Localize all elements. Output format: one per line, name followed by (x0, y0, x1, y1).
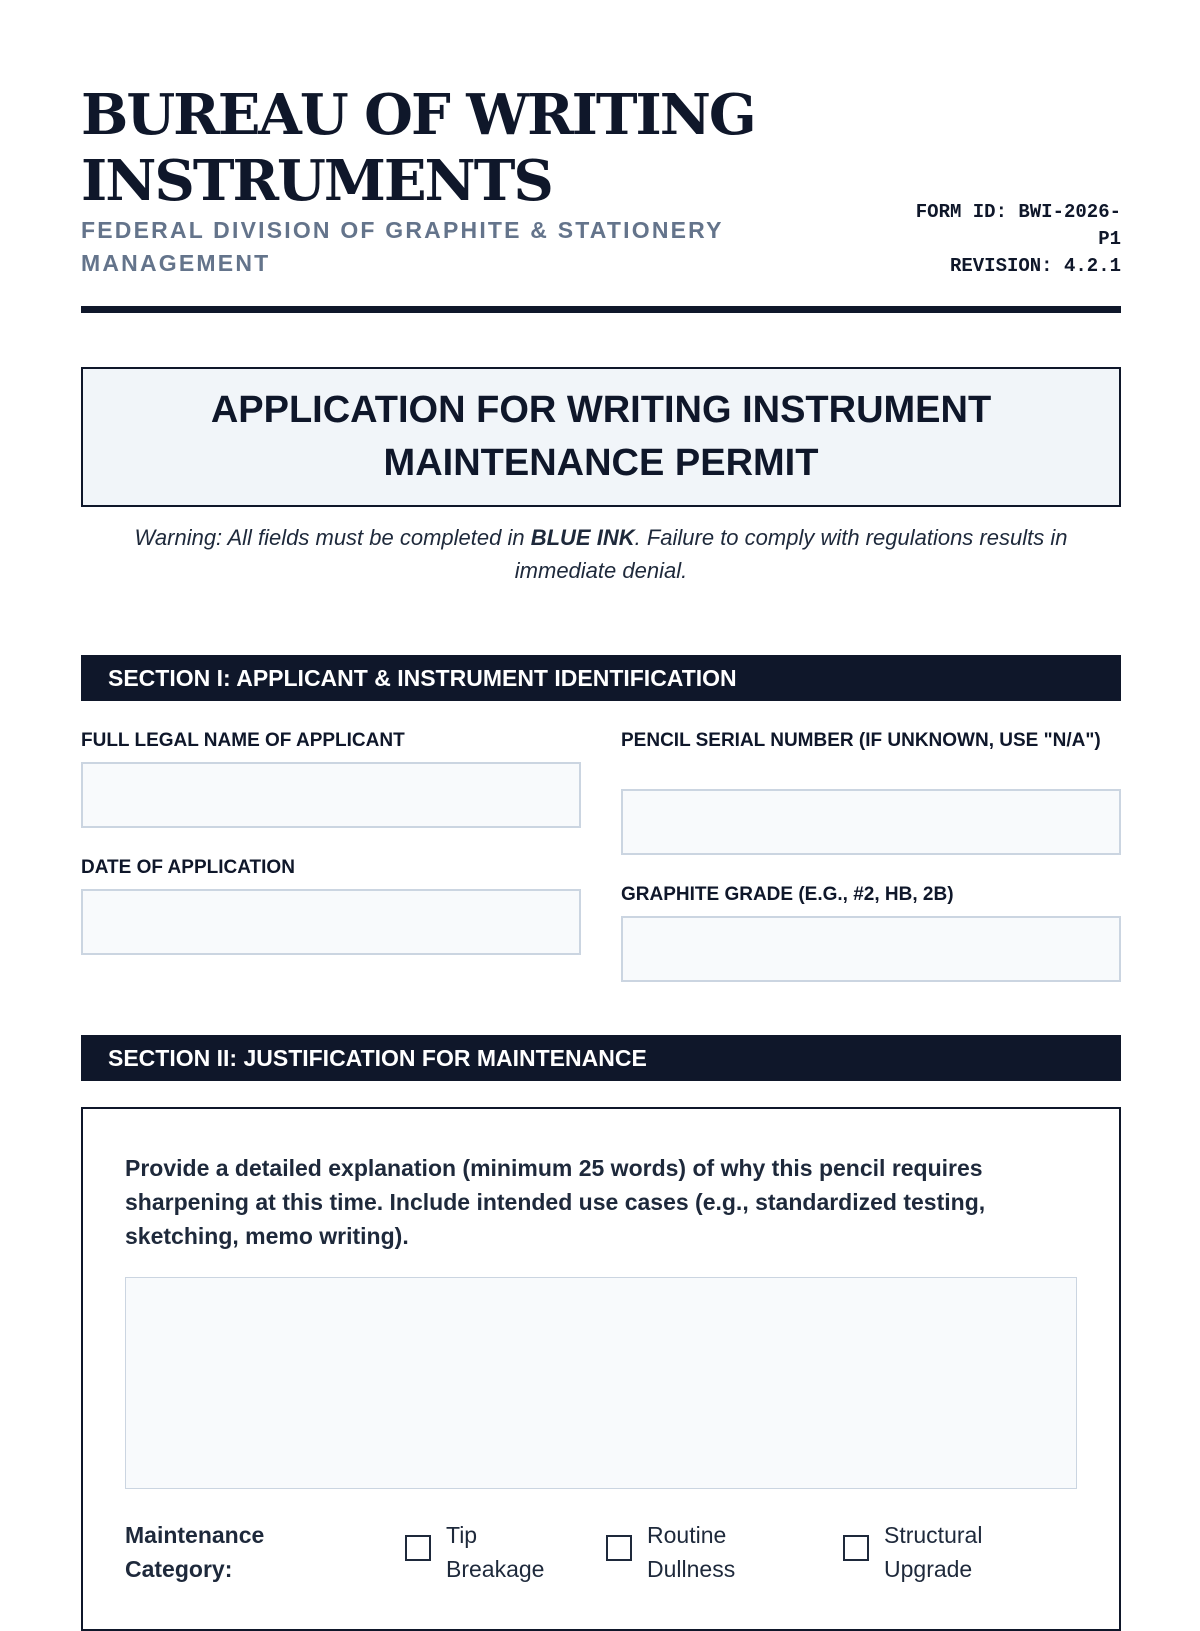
form-meta (911, 199, 1121, 280)
tip-breakage-checkbox[interactable] (405, 1535, 431, 1561)
form-page (81, 0, 1121, 1582)
warning-text-after: . Failure to comply with regulations results in immediate denial. (514, 525, 1068, 583)
justification-textarea[interactable] (125, 1277, 1077, 1489)
form-id: FORM ID: BWI-2026-P1 (915, 201, 1121, 250)
routine-dullness-checkbox[interactable] (606, 1535, 632, 1561)
graphite-grade-input[interactable] (621, 916, 1121, 982)
header-divider (81, 306, 1121, 313)
form-revision: REVISION: 4.2.1 (949, 255, 1121, 277)
category-option-tip-breakage[interactable] (405, 1518, 566, 1586)
application-title-box (81, 367, 1121, 507)
maintenance-category-label: Maintenance Category: (125, 1522, 265, 1582)
routine-dullness-label: Routine Dullness (647, 1522, 736, 1582)
date-label: DATE OF APPLICATION (81, 857, 295, 878)
full-name-label: FULL LEGAL NAME OF APPLICANT (81, 730, 405, 751)
structural-upgrade-label: Structural Upgrade (884, 1522, 983, 1582)
agency-subtitle: FEDERAL DIVISION OF GRAPHITE & STATIONERY MANAGEMENT (81, 217, 724, 276)
warning-text-before: Warning: All fields must be completed in (134, 525, 531, 550)
graphite-grade-label: GRAPHITE GRADE (E.G., #2, HB, 2B) (621, 884, 954, 905)
serial-number-input[interactable] (621, 789, 1121, 855)
agency-title: BUREAU OF WRITING INSTRUMENTS (81, 82, 755, 214)
ink-warning (81, 521, 1121, 587)
date-input[interactable] (81, 889, 581, 955)
form-header (81, 0, 1121, 315)
category-option-routine-dullness[interactable] (606, 1518, 767, 1586)
justification-instructions: Provide a detailed explanation (minimum 25 words) of why this pencil requires sharpening at this time. Include intended use cases (e.g., standardized testing, sketching, memo writing). (125, 1155, 986, 1249)
section-2-header: SECTION II: JUSTIFICATION FOR MAINTENANCE (81, 1035, 1121, 1081)
serial-number-label: PENCIL SERIAL NUMBER (IF UNKNOWN, USE "N/A") (621, 730, 1101, 751)
category-option-structural-upgrade[interactable] (843, 1518, 1004, 1586)
full-name-input[interactable] (81, 762, 581, 828)
section-1-header: SECTION I: APPLICANT & INSTRUMENT IDENTIFICATION (81, 655, 1121, 701)
justification-box (81, 1107, 1121, 1631)
application-title: APPLICATION FOR WRITING INSTRUMENT MAINTENANCE PERMIT (210, 389, 992, 484)
structural-upgrade-checkbox[interactable] (843, 1535, 869, 1561)
warning-emphasis: BLUE INK (530, 525, 635, 550)
tip-breakage-label: Tip Breakage (446, 1522, 545, 1582)
